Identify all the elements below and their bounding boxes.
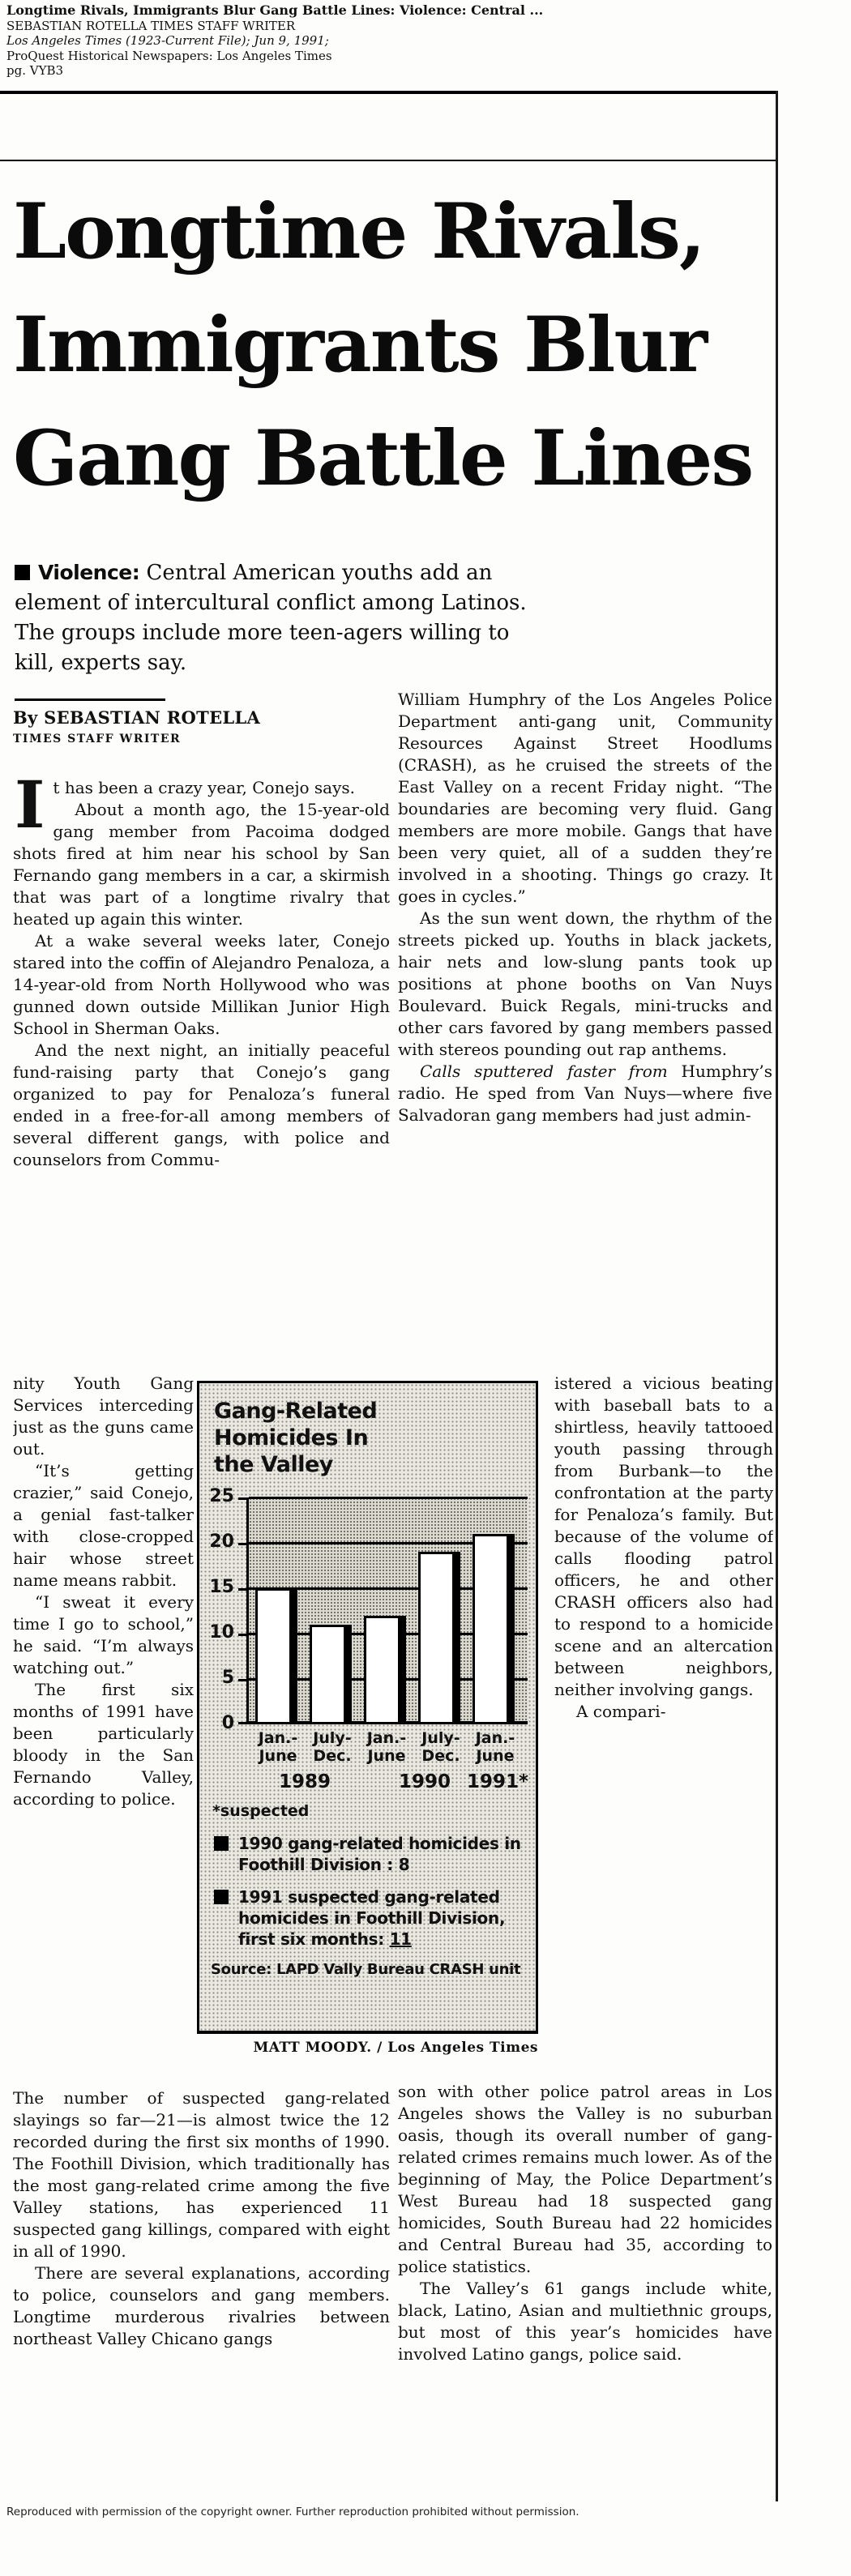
y-tick [238, 1588, 249, 1591]
legend-text: 1991 suspected gang-related homicides in Foothill Division, first six months: 11 [238, 1887, 506, 1949]
year-label: 1990 [398, 1771, 451, 1792]
chart-title-line-1: Gang-Related [214, 1399, 378, 1424]
legend-item [214, 1886, 524, 1950]
subhead-text: Central American youths add an element of intercultural conflict among Latinos. The groups include more teen-agers willing to kill, experts say. [15, 561, 527, 675]
chart-plot-wrap [209, 1486, 526, 1733]
article-byline-title: TIMES STAFF WRITER [13, 733, 182, 745]
citation-title: Longtime Rivals, Immigrants Blur Gang Battle Lines: Violence: Central ... [6, 2, 544, 18]
y-tick [238, 1497, 249, 1500]
italic-lead: Calls sputtered faster from [420, 1062, 668, 1081]
paragraph: As the sun went down, the rhythm of the streets picked up. Youths in black jackets, hair nets and low-slung pants took up positions at phone booths on Van Nuys Boulevard. Buick Regals, mini-trucks and other cars favored by gang members passed with stereos pounding out rap anthems. [398, 908, 772, 1059]
paragraph: nity Youth Gang Services interceding just as the guns came out. [13, 1373, 194, 1459]
paragraph: There are several explanations, according to police, counselors and gang members. Longtime murderous rivalries between northeast Valley Chicano gangs [13, 2263, 390, 2348]
column-2-top [398, 689, 772, 1371]
drop-cap: I [15, 767, 45, 843]
bar-july-dec-1989 [310, 1625, 352, 1724]
citation-header [6, 3, 543, 79]
column-1-top-paragraphs [13, 767, 390, 1171]
copyright-footer: Reproduced with permission of the copyright owner. Further reproduction prohibited without permission. [6, 2506, 579, 2518]
paragraph: The Valley’s 61 gangs include white, black, Latino, Asian and multiethnic groups, but most of this year’s homicides have involved Latino gangs, police said. [398, 2279, 772, 2364]
chart-footnote: *suspected [212, 1802, 310, 1820]
column-1-bottom [13, 2087, 390, 2444]
headline-line-3: Gang Battle Lines [13, 414, 753, 503]
x-tick-label: Jan.- June [258, 1729, 298, 1765]
legend-text: 1990 gang-related homicides in Foothill Division : 8 [238, 1834, 521, 1874]
headline-line-1: Longtime Rivals, [13, 187, 704, 276]
paragraph: It has been a crazy year, Conejo says. [15, 767, 356, 843]
column-2-narrow [554, 1373, 773, 2076]
x-tick-label: Jan.- June [475, 1729, 515, 1765]
chart-source: Source: LAPD Vally Bureau CRASH unit [211, 1961, 521, 1978]
homicides-bar-chart [197, 1381, 538, 2034]
column-2-bottom [398, 2081, 772, 2462]
chart-title [214, 1398, 524, 1478]
article-headline [13, 175, 783, 515]
article-subhead [15, 557, 548, 678]
article-byline: By SEBASTIAN ROTELLA [13, 707, 261, 728]
bar-jan-june-1991- [473, 1534, 515, 1724]
legend-square-icon [214, 1890, 229, 1904]
gridline [249, 1497, 528, 1499]
citation-source: Los Angeles Times (1923-Current File); Jun 9, 1991; [6, 33, 329, 48]
column-2-bottom-paragraphs [398, 2081, 772, 2365]
x-tick-label: July- Dec. [313, 1729, 352, 1765]
bar-july-dec-1990 [418, 1552, 460, 1724]
y-tick [238, 1722, 249, 1724]
y-tick [238, 1543, 249, 1545]
bullet-square-icon [15, 565, 30, 580]
horizontal-rule-top [0, 91, 778, 94]
chart-plot-area [209, 1486, 528, 1733]
paragraph: “I sweat it every time I go to school,” he said. “I’m always watching out.” [13, 1592, 194, 1677]
citation-author: SEBASTIAN ROTELLA TIMES STAFF WRITER [6, 18, 296, 33]
graphic-credit: MATT MOODY. / Los Angeles Times [253, 2040, 538, 2056]
y-tick-label: 10 [209, 1622, 234, 1643]
legend-item [214, 1833, 524, 1875]
horizontal-rule-second [0, 160, 778, 161]
chart-legend [214, 1833, 524, 1950]
y-tick-label: 5 [221, 1668, 234, 1688]
paragraph: At a wake several weeks later, Conejo stared into the coffin of Alejandro Penaloza, a 14-year-old from North Hollywood who was gunned down outside Millikan Junior High School in Sherman Oaks. [13, 931, 390, 1038]
column-1-narrow-paragraphs [13, 1373, 194, 1810]
chart-year-labels [246, 1771, 536, 1794]
bar-jan-june-1990 [364, 1616, 406, 1724]
column-2-narrow-paragraphs [554, 1373, 773, 1723]
y-tick-label: 15 [209, 1577, 234, 1597]
citation-archive: ProQuest Historical Newspapers: Los Angeles Times [6, 48, 332, 63]
y-tick-label: 20 [209, 1532, 234, 1552]
paragraph: Calls sputtered faster from Humphry’s radio. He sped from Van Nuys—where five Salvadoran gang members had just admin- [398, 1062, 772, 1125]
paragraph: istered a vicious beating with baseball bats to a shirtless, heavily tattooed youth passing through from Burbank—to the confrontation at the party for Penaloza’s family. But because of the volume of calls flooding patrol officers, he and other CRASH officers also had to respond to a homicide scene and an altercation between neighbors, neither involving gangs. [554, 1373, 773, 1699]
bar-jan-june-1989 [255, 1588, 297, 1724]
y-tick-label: 25 [209, 1486, 234, 1506]
x-tick-label: July- Dec. [421, 1729, 460, 1765]
y-tick [238, 1679, 249, 1681]
chart-x-axis-labels [246, 1729, 536, 1768]
year-label: 1989 [278, 1771, 331, 1792]
byline-rule [15, 698, 165, 701]
citation-page: pg. VYB3 [6, 63, 64, 78]
x-tick-label: Jan.- June [366, 1729, 407, 1765]
column-1-top [13, 694, 390, 1371]
column-1-narrow [13, 1373, 194, 2076]
column-2-top-paragraphs [398, 689, 772, 1126]
paragraph: “It’s getting crazier,” said Conejo, a genial fast-talker with close-cropped hair whose street name means rabbit. [13, 1461, 194, 1590]
subhead-label: Violence: [38, 561, 140, 584]
paragraph: William Humphry of the Los Angeles Police Department anti-gang unit, Community Resources Against Street Hoodlums (CRASH), as he cruised the streets of the East Valley on a recent Friday night. “The boundaries are becoming very fluid. Gang members are more mobile. Gangs that have been very quiet, all of a sudden they’re involved in a shooting. Things go crazy. It goes in cycles.” [398, 690, 772, 906]
chart-title-line-3: the Valley [214, 1452, 333, 1477]
paragraph: And the next night, an initially peaceful fund-raising party that Conejo’s gang organized to pay for Penaloza’s funeral ended in a free-for-all among members of several different gangs, with police and counselors from Commu- [13, 1040, 390, 1169]
paragraph: The first six months of 1991 have been particularly bloody in the San Fernando Valley, according to police. [13, 1680, 194, 1809]
paragraph: son with other police patrol areas in Los Angeles shows the Valley is no suburban oasis, though its overall number of gang-related crimes remains much lower. As of the beginning of May, the Police Department’s West Bureau had 18 suspected gang homicides, South Bureau had 22 homicides and Central Bureau had 35, according to police statistics. [398, 2082, 772, 2276]
chart-title-line-2: Homicides In [214, 1425, 369, 1450]
headline-line-2: Immigrants Blur [13, 301, 707, 390]
paragraph: A compari- [576, 1702, 666, 1721]
y-tick [238, 1634, 249, 1636]
paragraph: The number of suspected gang-related slayings so far—21—is almost twice the 12 recorded during the first six months of 1990. The Foothill Division, which traditionally has the most gang-related crime among the five Valley stations, has experienced 11 suspected gang killings, compared with eight in all of 1990. [13, 2088, 390, 2261]
column-1-bottom-paragraphs [13, 2087, 390, 2350]
year-label: 1991* [466, 1771, 529, 1792]
y-tick-label: 0 [221, 1713, 234, 1733]
legend-square-icon [214, 1836, 229, 1851]
paragraph: About a month ago, the 15-year-old gang member from Pacoima dodged shots fired at him near his school by San Fernando gang members in a car, a skirmish that was part of a longtime rivalry that heated up again this winter. [13, 800, 390, 929]
